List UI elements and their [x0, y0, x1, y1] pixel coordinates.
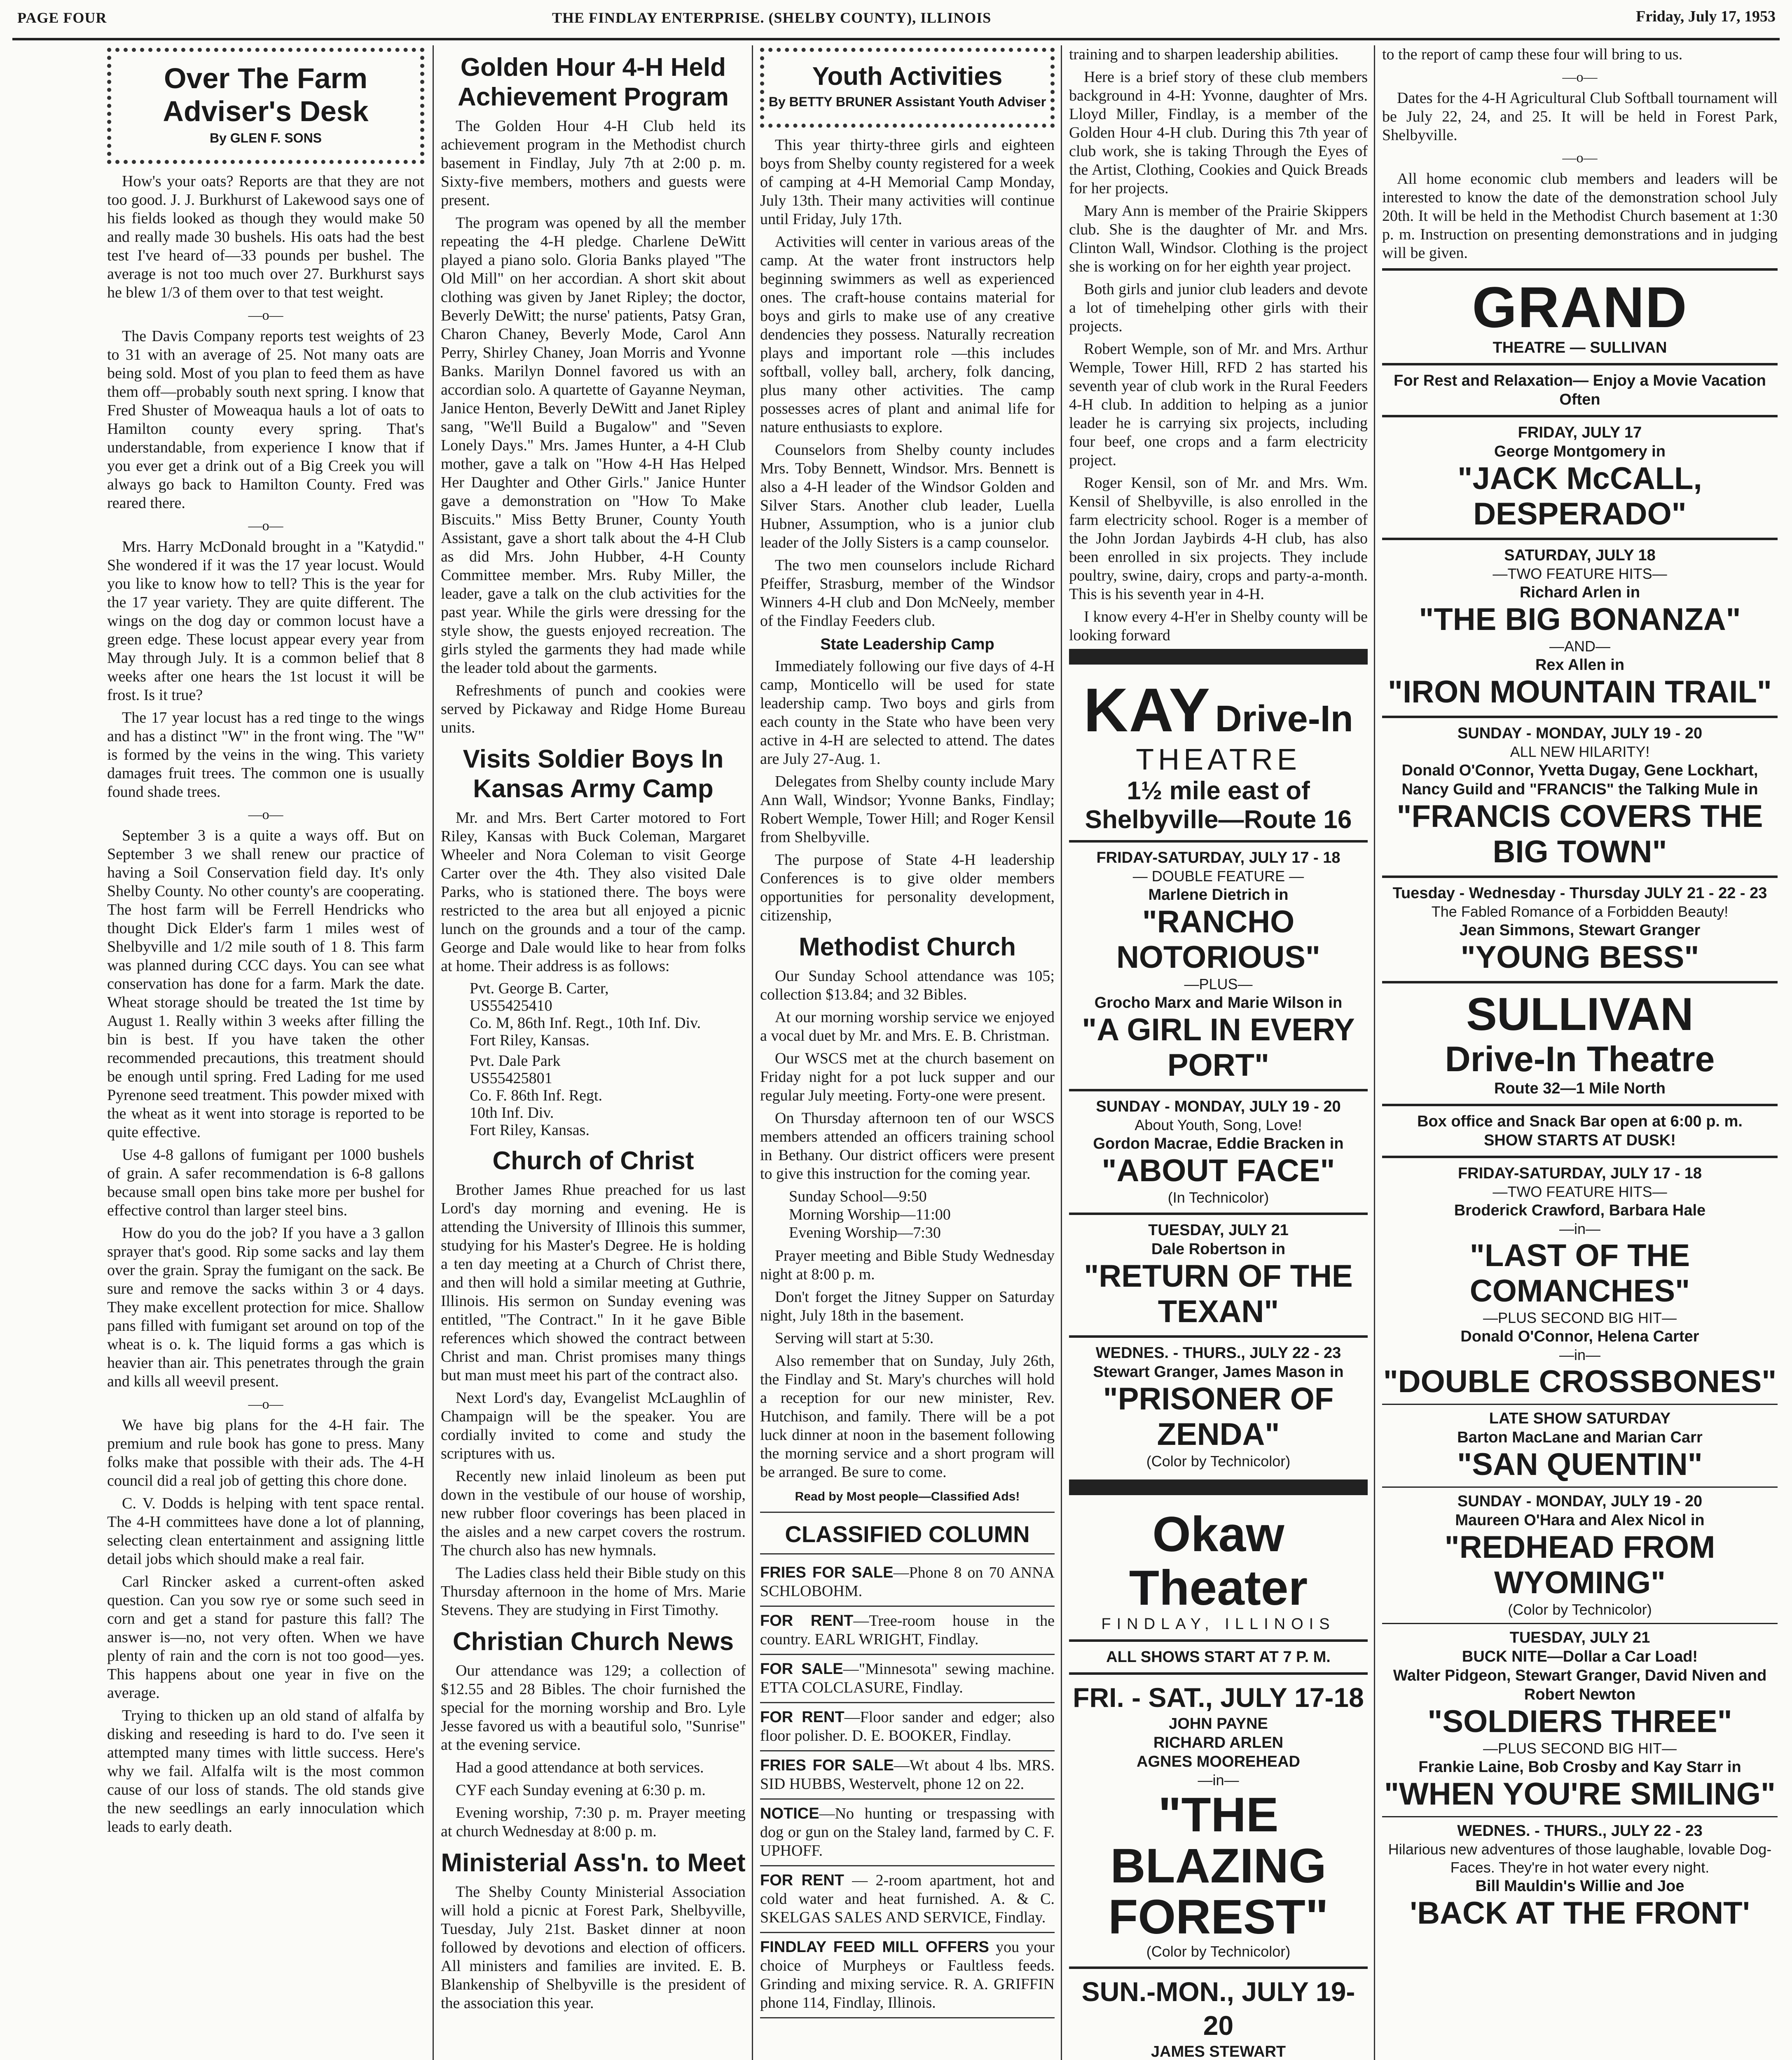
sullivan-show-time: SHOW STARTS AT DUSK! [1484, 1132, 1676, 1149]
section-separator: —o— [248, 807, 283, 822]
kay-logo [1069, 677, 1368, 743]
section-separator: —o— [1562, 150, 1598, 166]
article-paragraph: Carl Rincker asked a current-often asked question. Can you sow rye or some such seed in corn and get a stand for pasture this fall? The answer is—no, not very often. When we have plenty of rain and the corn is not too good—yes. This happens about one year in five on the average. [107, 1573, 424, 1702]
kay-name: KAY [1083, 675, 1211, 744]
divider [1382, 363, 1778, 365]
kay-movie-title: "A GIRL IN EVERY PORT" [1082, 1012, 1355, 1083]
grand-program-note: ALL NEW HILARITY! [1510, 743, 1650, 760]
column-rule [1374, 45, 1375, 2060]
classified-ad-text: —"Minnesota" sewing machine. ETTA COLCLASURE, Findlay. [760, 1660, 1055, 1696]
sullivan-logo: SULLIVAN [1466, 988, 1694, 1040]
column-rule [1061, 45, 1062, 2060]
youth-activities-header-box [760, 48, 1055, 128]
article-paragraph: Mary Ann is member of the Prairie Skippers club. She is the daughter of Mr. and Mrs. Clinton Wall, Windsor. Clothing is the project she is working on for her eighth year project. [1069, 202, 1368, 275]
christian-church-headline: Christian Church News [452, 1627, 734, 1656]
sullivan-program-star: Bill Mauldin's Willie and Joe [1475, 1877, 1684, 1895]
sullivan-color-note: (Color by Technicolor) [1508, 1601, 1652, 1618]
address-line: 10th Inf. Div. [470, 1104, 554, 1121]
column-5 [1382, 45, 1778, 2060]
article-paragraph: Recently new inlaid linoleum as been put down in the vestibule of our house of worship, new rubber floor coverings has been placed in the aisles and a new carpet covers the rostrum. The church also has new hymnals. [441, 1468, 746, 1559]
kay-program-note: About Youth, Song, Love! [1135, 1117, 1302, 1133]
article-paragraph: C. V. Dodds is helping with tent space rental. The 4-H committees have done a lot of planning, selecting clean entertainment and assigning little detail jobs which should make a real fair. [107, 1495, 424, 1568]
article-paragraph: The Shelby County Ministerial Association will hold a picnic at Forest Park, Shelbyville, Tuesday, July 21st. Basket dinner at noon followed by devotions and election of officers. All ministers and families are invited. E. B. Blankenship of Shelbyville is the president of the association this year. [441, 1883, 746, 2012]
divider [1382, 1156, 1778, 1158]
sullivan-program-date: SUNDAY - MONDAY, JULY 19 - 20 [1457, 1493, 1703, 1510]
state-leadership-subhead: State Leadership Camp [820, 636, 994, 653]
grand-program-star: Jean Simmons, Stewart Granger [1459, 922, 1701, 939]
section-separator: —o— [248, 1397, 283, 1412]
kay-program-date: TUESDAY, JULY 21 [1148, 1222, 1289, 1239]
kay-program-color: (Color by Technicolor) [1146, 1453, 1291, 1470]
issue-date: Friday, July 17, 1953 [1636, 8, 1776, 25]
sullivan-program-star: Walter Pidgeon, Stewart Granger, David Niven and Robert Newton [1393, 1667, 1767, 1703]
grand-program-date: SUNDAY - MONDAY, JULY 19 - 20 [1457, 725, 1703, 742]
classified-ad-text: —Phone 8 on 70 ANNA SCHLOBOHM. [760, 1564, 1055, 1600]
farm-adviser-article [107, 172, 424, 1836]
okaw-in-label: —in— [1198, 1772, 1239, 1788]
kay-movie-title: "RANCHO NOTORIOUS" [1116, 904, 1320, 975]
kay-theatre-label: THEATRE [1136, 743, 1301, 776]
masthead [0, 0, 1792, 49]
divider [1382, 981, 1778, 983]
classified-ad [760, 1751, 1055, 1800]
soldier-boys-headline: Visits Soldier Boys In Kansas Army Camp [463, 745, 724, 803]
classified-ad [760, 1866, 1055, 1933]
grand-movie-title: "JACK McCALL, DESPERADO" [1457, 461, 1702, 531]
grand-program-date: FRIDAY, JULY 17 [1518, 424, 1642, 441]
okaw-theater-ad [1069, 1508, 1368, 2060]
youth-activities-byline: By BETTY BRUNER Assistant Youth Adviser [768, 94, 1046, 109]
farm-adviser-byline: By GLEN F. SONS [209, 131, 322, 145]
service-schedule [789, 1187, 1055, 1242]
divider [1382, 1404, 1778, 1405]
sullivan-drive-in-label: Drive-In Theatre [1445, 1039, 1715, 1079]
kay-movie-title: "RETURN OF THE TEXAN" [1084, 1259, 1353, 1329]
classified-ad-text: —Tree-room house in the country. EARL WRIGHT, Findlay. [760, 1612, 1055, 1648]
kay-program-star: Grocho Marx and Marie Wilson in [1094, 994, 1343, 1011]
address-line: Pvt. Dale Park [470, 1052, 561, 1070]
address-line: Pvt. George B. Carter, [470, 980, 609, 997]
sullivan-program-star: Donald O'Connor, Helena Carter [1460, 1328, 1699, 1345]
article-paragraph: Delegates from Shelby county include Mary Ann Wall, Windsor; Yvonne Banks, Findlay; Robert Wemple, Tower Hill; and Roger Kensil from Shelbyville. [760, 773, 1055, 846]
okaw-town: FINDLAY, ILLINOIS [1101, 1615, 1336, 1633]
sullivan-movie-title: "SOLDIERS THREE" [1427, 1704, 1732, 1739]
section-separator: —o— [1562, 70, 1598, 85]
address-line: US55425801 [470, 1070, 552, 1087]
sullivan-late-show: LATE SHOW SATURDAY [1489, 1410, 1671, 1427]
classified-ad [760, 1655, 1055, 1703]
grand-program-star: George Montgomery in [1494, 443, 1666, 460]
kay-location-2: Shelbyville—Route 16 [1085, 805, 1352, 834]
grand-program-star: Rex Allen in [1535, 656, 1625, 674]
kay-program-color: (In Technicolor) [1167, 1189, 1269, 1206]
article-paragraph: Mr. and Mrs. Bert Carter motored to Fort Riley, Kansas with Buck Coleman, Margaret Wheeler and Nora Coleman to visit George Carter over the 4th. They also visited Dale Parks, who is stationed there. The boys were restricted to the area but all enjoyed a picnic lunch on the grounds and a tour of the camp. George and Dale would like to hear from folks at home. Their address is as follows: [441, 809, 746, 975]
article-paragraph: training and to sharpen leadership abilities. [1069, 46, 1339, 63]
classified-headline: CLASSIFIED COLUMN [760, 1519, 1055, 1554]
article-paragraph: Had a good attendance at both services. [456, 1759, 704, 1776]
article-paragraph: Evening worship, 7:30 p. m. Prayer meeting at church Wednesday at 8:00 p. m. [441, 1804, 746, 1840]
schedule-line: Evening Worship—7:30 [789, 1224, 941, 1241]
divider [1069, 1639, 1368, 1642]
classified-ad-lead: FOR RENT [760, 1872, 844, 1889]
article-paragraph: Our Sunday School attendance was 105; collection $13.84; and 32 Bibles. [760, 967, 1055, 1003]
grand-program-star: Richard Arlen in [1519, 584, 1640, 601]
kay-location-1: 1½ mile east of [1127, 777, 1310, 805]
okaw-star: JAMES STEWART [1151, 2043, 1286, 2060]
kay-program-note: — DOUBLE FEATURE — [1132, 868, 1304, 885]
article-paragraph: Robert Wemple, son of Mr. and Mrs. Arthur Wemple, Tower Hill, RFD 2 has started his seventh year of club work in the Rural Feeders 4-H club. In addition to helping as a junior leader he is carrying six projects, including four beef, one crops and a farm electricity project. [1069, 340, 1368, 469]
article-paragraph: The Davis Company reports test weights of 23 to 31 with an average of 25. Not many oats are being sold. Most of you plan to feed them as have them off—probably south next spring. I know that Fred Shuster of Moweaqua hauls a lot of oats to Hamilton county every spring. That's understandable, from experience I know that if you ever get a drink out of a Big Creek you will always go back to Hamilton County. Fred was reared there. [107, 328, 424, 512]
okaw-program-date: SUN.-MON., JULY 19-20 [1081, 1976, 1355, 2041]
kay-program-date: WEDNES. - THURS., JULY 22 - 23 [1095, 1344, 1341, 1362]
sullivan-movie-title: "DOUBLE CROSSBONES" [1383, 1364, 1777, 1399]
church-of-christ-headline: Church of Christ [492, 1147, 694, 1175]
farm-adviser-header-box [107, 48, 424, 164]
classified-ad [760, 1607, 1055, 1655]
sullivan-program-date: FRIDAY-SATURDAY, JULY 17 - 18 [1457, 1165, 1702, 1182]
divider [1382, 876, 1778, 878]
okaw-start-time: ALL SHOWS START AT 7 P. M. [1106, 1648, 1331, 1666]
kay-program-star: Marlene Dietrich in [1148, 886, 1289, 904]
article-paragraph: Here is a brief story of these club members background in 4-H: Yvonne, daughter of Mrs. Lloyd Miller, Findlay, is a member of the Golden Hour 4-H club. During this 7th year of club work, she is taking Through the Eyes of the Artist, Clothing, Cookies and Quick Breads for her projects. [1069, 68, 1368, 197]
classified-ad-lead: FOR RENT [760, 1709, 845, 1726]
soldier-address-1 [470, 980, 746, 1049]
okaw-logo: Okaw Theater [1129, 1507, 1308, 1615]
article-paragraph: Counselors from Shelby county includes Mrs. Toby Bennett, Windsor. Mrs. Bennett is also a 4-H leader of the Windsor Golden and Silver Stars. Another club leader, Luella Hubner, Assumption, who is a junior club leader of the Jolly Sisters is a camp counselor. [760, 441, 1055, 551]
classified-ad [760, 1933, 1055, 2018]
classified-ad-text: —No hunting or trespassing with dog or gun on the Staley land, farmed by C. F. UPHOFF. [760, 1805, 1055, 1859]
page-label: PAGE FOUR [17, 9, 107, 26]
divider [1069, 1335, 1368, 1338]
article-paragraph: On Thursday afternoon ten of our WSCS members attended an officers training school in Bethany. Our district officers were present to give this instruction for the coming year. [760, 1110, 1055, 1182]
column-3 [760, 45, 1055, 2060]
okaw-color-note: (Color by Technicolor) [1146, 1943, 1291, 1960]
article-paragraph: The 17 year locust has a red tinge to the wings and has a distinct "W" in the front wing. The "W" is formed by the veins in the wing. This variety damages fruit trees. The common one is usually found shade trees. [107, 709, 424, 801]
divider [1069, 840, 1368, 843]
column-2 [441, 45, 746, 2060]
kay-movie-title: "PRISONER OF ZENDA" [1103, 1381, 1334, 1452]
divider [1069, 1966, 1368, 1969]
sullivan-drive-in-ad [1382, 989, 1778, 1931]
classified-ad-text: you your choice of Murpheys or Faultless feeds. Grinding and mixing service. R. A. GRIFFIN phone 114, Findlay, Illinois. [760, 1938, 1055, 2011]
divider [1382, 268, 1778, 271]
article-paragraph: Serving will start at 5:30. [775, 1330, 934, 1347]
article-paragraph: Use 4-8 gallons of fumigant per 1000 bushels of grain. A safer recommendation is 6-8 gallons because small open bins take more per bushel for effective control than larger steel bins. [107, 1146, 424, 1219]
classified-ad [760, 1559, 1055, 1607]
column-1 [107, 45, 424, 2060]
sullivan-in-label: —in— [1559, 1220, 1601, 1237]
kay-movie-title: "ABOUT FACE" [1102, 1153, 1335, 1188]
article-paragraph: How do you do the job? If you have a 3 gallon sprayer that's good. Rip some sacks and lay them over the grain. Spray the fumigant on the sack. Be sure and remove the sacks within 3 or 4 days. They make excellent protection for mice. Shallow pans filled with fumigant set around on top of the wheat is o. k. The liquid forms a gas which is heavier than air. This penetrates through the grain and kills all weevil present. [107, 1224, 424, 1390]
grand-program-date: SATURDAY, JULY 18 [1504, 547, 1656, 564]
divider [1382, 1486, 1778, 1488]
sullivan-program-note: —TWO FEATURE HITS— [1493, 1183, 1667, 1200]
kay-program-star: Gordon Macrae, Eddie Bracken in [1093, 1135, 1344, 1152]
masthead-rule [12, 38, 1780, 40]
article-paragraph: Our attendance was 129; a collection of $12.55 and 28 Bibles. The choir furnished the special for the morning worship and Bro. Lyle Jesse favored us with a beautiful solo, "Sunrise" at the evening service. [441, 1662, 746, 1753]
article-paragraph: The purpose of State 4-H leadership Conferences is to give older members opportunities for personality development, citizenship, [760, 851, 1055, 924]
article-paragraph: Roger Kensil, son of Mr. and Mrs. Wm. Kensil of Shelbyville, is also enrolled in the farm electricity school. Roger is a member of the John Jordan Jaybirds 4-H club, has also been enrolled in six projects. They include poultry, swine, dairy, crops and party-a-month. This is his seventh year in 4-H. [1069, 474, 1368, 603]
article-paragraph: to the report of camp these four will bring to us. [1382, 46, 1683, 63]
sullivan-program-star: Broderick Crawford, Barbara Hale [1454, 1202, 1706, 1219]
article-paragraph: The Golden Hour 4-H Club held its achievement program in the Methodist church basement in Findlay, July 7th at 2:00 p. m. Sixty-five members, mothers and guests were present. [441, 117, 746, 209]
kay-program-star: Dale Robertson in [1151, 1241, 1286, 1258]
sullivan-program-star: Barton MacLane and Marian Carr [1457, 1429, 1703, 1446]
ad-top-bar [1069, 649, 1368, 665]
kay-drive-in-label: Drive-In [1215, 698, 1353, 740]
article-paragraph: Don't forget the Jitney Supper on Saturday night, July 18th in the basement. [760, 1288, 1055, 1324]
sullivan-in-label: —in— [1559, 1346, 1601, 1363]
classified-ad-lead: FOR SALE [760, 1660, 843, 1678]
okaw-program-date: FRI. - SAT., JULY 17-18 [1073, 1682, 1364, 1713]
article-paragraph: I know every 4-H'er in Shelby county will be looking forward [1069, 608, 1368, 644]
article-paragraph: Activities will center in various areas of the camp. At the water front instructors help beginning swimmers as well as experienced ones. The craft-house contains material for boys and girls to make use of any creative dendencies they possess. Naturally recreation plays and important role —this includes softball, volley ball, archery, folk dancing, plus many other activities. The camp possesses acres of plant and animal life for nature enthusiasts to explore. [760, 233, 1055, 436]
schedule-line: Morning Worship—11:00 [789, 1206, 951, 1223]
article-paragraph: The Ladies class held their Bible study on this Thursday afternoon in the home of Mrs. Marie Stevens. They are studying in First Timothy. [441, 1564, 746, 1619]
divider [1069, 1213, 1368, 1215]
classified-column [760, 1512, 1055, 2018]
article-paragraph: We have big plans for the 4-H fair. The premium and rule book has gone to press. Many folks make that possible with their ads. The 4-H council did a real job of getting this chore done. [107, 1416, 424, 1489]
sullivan-program-date: WEDNES. - THURS., JULY 22 - 23 [1457, 1822, 1703, 1840]
column-rule [752, 45, 753, 2060]
classified-ad-lead: FRIES FOR SALE [760, 1564, 894, 1581]
article-paragraph: This year thirty-three girls and eighteen boys from Shelby county registered for a week of camping at 4-H Memorial Camp Monday, July 13th. Their many activities will continue until Friday, July 17th. [760, 136, 1055, 228]
divider [1382, 538, 1778, 540]
article-paragraph: Mrs. Harry McDonald brought in a "Katydid." She wondered if it was the 17 year locust. Would you like to know how to tell? This is the year for the 17 year variety. They are quite different. The wings on the dog day or common locust have a green edge. These locust appear every year from May through July. It is a common belief that 8 weeks after one hears the 1st locust it will be frost. Is it true? [107, 538, 424, 704]
classified-ad-lead: FRIES FOR SALE [760, 1757, 894, 1774]
article-paragraph: Prayer meeting and Bible Study Wednesday night at 8:00 p. m. [760, 1247, 1055, 1283]
divider [1069, 1089, 1368, 1091]
section-separator: —o— [248, 518, 283, 534]
address-line: Co. M, 86th Inf. Regt., 10th Inf. Div. [470, 1014, 701, 1032]
article-paragraph: All home economic club members and leaders will be interested to know the date of the demonstration school July 20th. It will be held in the Methodist Church basement at 1:30 p. m. Instruction on presenting demonstrations and in judging will be given. [1382, 170, 1778, 262]
article-paragraph: Brother James Rhue preached for us last Lord's day morning and evening. He is attending the University of Illinois this summer, studying for his Master's Degree. He is holding a ten day meeting at a Church of Christ there, and then will hold a similar meeting at Guthrie, Illinois. His sermon on Sunday evening was entitled, "The Contract." In it he gave Bible references which showed the contract between Christ and man. Christ promises many things but man must meet his part of the contract also. [441, 1181, 746, 1384]
okaw-star: AGNES MOOREHEAD [1137, 1753, 1300, 1770]
article-paragraph: Immediately following our five days of 4-H camp, Monticello will be used for state leadership camp. Two boys and girls from each county in the State who have been very active in 4-H are selected to attend. The dates are July 27-Aug. 1. [760, 658, 1055, 768]
classified-ad-text: —Wt about 4 lbs. MRS. SID HUBBS, Westervelt, phone 12 on 22. [760, 1757, 1055, 1793]
sullivan-program-date: TUESDAY, JULY 21 [1509, 1629, 1650, 1646]
sullivan-movie-title: "LAST OF THE COMANCHES" [1469, 1238, 1690, 1309]
sullivan-program-plus: —PLUS SECOND BIG HIT— [1483, 1309, 1677, 1326]
ad-bottom-bar [1069, 1479, 1368, 1495]
divider [1382, 1623, 1778, 1624]
article-paragraph: Dates for the 4-H Agricultural Club Softball tournament will be July 22, 24, and 25. It will be held in Forest Park, Shelbyville. [1382, 89, 1778, 144]
kay-program-plus: —PLUS— [1184, 976, 1253, 993]
article-paragraph: Refreshments of punch and cookies were served by Pickaway and Ridge Home Bureau units. [441, 682, 746, 736]
article-paragraph: Both girls and junior club leaders and devote a lot of timehelping other girls with their projects. [1069, 281, 1368, 335]
sullivan-route: Route 32—1 Mile North [1494, 1080, 1666, 1097]
classified-ad-text: — 2-room apartment, hot and cold water and heat furnished. A. & C. SKELGAS SALES AND SERVICE, Findlay. [760, 1872, 1055, 1926]
grand-theatre-ad [1382, 268, 1778, 983]
address-line: Fort Riley, Kansas. [470, 1121, 590, 1139]
classified-ad-lead: NOTICE [760, 1805, 819, 1822]
article-paragraph: Our WSCS met at the church basement on Friday night for a pot luck supper and our regular July meeting. Forty-one were present. [760, 1050, 1055, 1104]
farm-adviser-headline: Over The Farm Adviser's Desk [163, 62, 369, 127]
kay-program-date: FRIDAY-SATURDAY, JULY 17 - 18 [1096, 849, 1340, 866]
article-paragraph: September 3 is a quite a ways off. But on September 3 we shall renew our practice of having a Soil Conservation field day. It's only Shelby County. No other county's are cooperating. The host farm will be Ferrell Hendricks who thought Dick Elder's farm 1 miles west of Shelbyville and 1/2 mile south of 1 8. This farm was planned during CCC days. You can see what conservation has done for a farm. Mark the date. Wheat storage should be treated the 1st time by August 1. Really within 3 weeks after filling the bin is best. If you have taken the other recommended precautions, this treatment should be enough until spring. Fred Lading for me used Pyrenone seed treatment. This powder mixed with the wheat as it went into storage is reported to be quite effective. [107, 827, 424, 1141]
sullivan-program-star: Maureen O'Hara and Alex Nicol in [1455, 1512, 1705, 1529]
column-4 [1069, 45, 1368, 2060]
okaw-star: RICHARD ARLEN [1153, 1734, 1284, 1751]
classified-promo-line: Read by Most people—Classified Ads! [795, 1490, 1020, 1503]
classified-ad [760, 1703, 1055, 1751]
section-separator: —o— [248, 308, 283, 323]
golden-hour-headline: Golden Hour 4-H Held Achievement Program [457, 53, 729, 111]
divider [1382, 415, 1778, 417]
sullivan-program-star: Frankie Laine, Bob Crosby and Kay Starr in [1418, 1758, 1741, 1776]
classified-ad-lead: FINDLAY FEED MILL OFFERS [760, 1938, 989, 1956]
sullivan-movie-title: "REDHEAD FROM WYOMING" [1444, 1530, 1715, 1600]
address-line: Fort Riley, Kansas. [470, 1032, 590, 1049]
sullivan-movie-title: "WHEN YOU'RE SMILING" [1384, 1777, 1776, 1812]
article-paragraph: At our morning worship service we enjoyed a vocal duet by Mr. and Mrs. E. B. Christman. [760, 1009, 1055, 1044]
sullivan-movie-title: "SAN QUENTIN" [1457, 1447, 1703, 1482]
grand-movie-title: "IRON MOUNTAIN TRAIL" [1388, 674, 1772, 709]
youth-activities-headline: Youth Activities [812, 62, 1003, 91]
okaw-star: JOHN PAYNE [1169, 1715, 1268, 1732]
paper-title: THE FINDLAY ENTERPRISE. (SHELBY COUNTY), ILLINOIS [552, 9, 992, 26]
article-paragraph: The program was opened by all the member repeating the 4-H pledge. Charlene DeWitt played a piano solo. Gloria Banks played "The Old Mill" on her accordian. A short skit about clothing was given by Janet Ripley; the doctor, Beverly DeWitt; the nurse' patients, Patsy Gran, Charon Chaney, Beverly Mode, Carol Ann Perry, Shirley Chaney, Joan Morris and Yvonne Banks. Marilyn Donnel favored us with an accordian solo. A quartette of Gayanne Neyman, Janice Henton, Beverly DeWitt and Janet Ripley sang, "We'll Build a Bugalow" and "Seven Lonely Days." Mrs. James Hunter, a 4-H Club mother, gave a talk on "How 4-H Has Helped Her Daughter and Other Girls." Janice Hunter gave a demonstration on "How To Make Biscuits." Miss Betty Bruner, County Youth Assistant, gave a short talk about the 4-H Club as did Mrs. John Hubber, 4-H County Committee member. Mrs. Ruby Miller, the leader, gave a talk on the club activities for the past year. While the girls were dressing for the style show, the guests enjoyed recreation. The girls styled the garments they had made while the leader told about the garments. [441, 214, 746, 677]
grand-slogan: For Rest and Relaxation— Enjoy a Movie Vacation Often [1394, 372, 1766, 408]
grand-movie-title: "FRANCIS COVERS THE BIG TOWN" [1397, 799, 1763, 869]
classified-ad-lead: FOR RENT [760, 1612, 854, 1629]
sullivan-program-note: Hilarious new adventures of those laughable, lovable Dog-Faces. They're in hot water every night. [1388, 1841, 1772, 1876]
grand-program-note: —TWO FEATURE HITS— [1493, 565, 1667, 582]
article-paragraph: The two men counselors include Richard Pfeiffer, Strasburg, member of the Windsor Winners 4-H club and Don McNeely, member of the Findlay Feeders club. [760, 557, 1055, 630]
kay-program-date: SUNDAY - MONDAY, JULY 19 - 20 [1096, 1098, 1341, 1115]
column-rule [433, 45, 434, 2060]
schedule-line: Sunday School—9:50 [789, 1188, 927, 1205]
article-paragraph: CYF each Sunday evening at 6:30 p. m. [456, 1781, 706, 1799]
methodist-church-headline: Methodist Church [799, 933, 1016, 961]
grand-logo: GRAND [1472, 275, 1688, 339]
grand-program-date: Tuesday - Wednesday - Thursday JULY 21 - 22 - 23 [1392, 885, 1767, 902]
grand-movie-title: "THE BIG BONANZA" [1419, 602, 1741, 637]
divider [1382, 716, 1778, 718]
soldier-address-2 [470, 1052, 746, 1139]
grand-program-note: The Fabled Romance of a Forbidden Beauty! [1431, 903, 1729, 920]
classified-ad [760, 1800, 1055, 1866]
article-paragraph: How's your oats? Reports are that they are not too good. J. J. Burkhurst of Lakewood says one of his fields looked as though they would make 50 and really made 30 bushels. His oats had the best test I've heard of—33 pounds per bushel. The average is not too much over 27. Burkhurst says he blew 1/3 of them over to that test weight. [107, 173, 424, 301]
sullivan-program-note: BUCK NITE—Dollar a Car Load! [1462, 1648, 1698, 1665]
grand-program-star: Donald O'Connor, Yvetta Dugay, Gene Lockhart, Nancy Guild and "FRANCIS" the Talking Mule in [1401, 762, 1758, 798]
article-paragraph: Trying to thicken up an old stand of alfalfa by disking and reseeding is hard to do. I've seen it attempted many times with little success. Here's why we fail. Alfalfa wilt is the most common cause of our loss of stands. The old stands give the new seedlings an early innoculation which leads to early death. [107, 1707, 424, 1835]
okaw-movie-title: "THE BLAZING FOREST" [1108, 1788, 1329, 1944]
divider [1382, 1104, 1778, 1106]
divider [1069, 1672, 1368, 1675]
grand-program-and: —AND— [1549, 638, 1610, 655]
kay-drive-in-ad [1069, 649, 1368, 1495]
kay-program-star: Stewart Granger, James Mason in [1093, 1363, 1344, 1381]
divider [1382, 1816, 1778, 1817]
sullivan-box-office: Box office and Snack Bar open at 6:00 p. m. [1417, 1113, 1743, 1130]
article-paragraph: Next Lord's day, Evangelist McLaughlin of Champaign will be the speaker. You are cordially invited to come and study the scriptures with us. [441, 1389, 746, 1462]
grand-subtitle: THEATRE — SULLIVAN [1493, 339, 1667, 356]
article-paragraph: Also remember that on Sunday, July 26th, the Findlay and St. Mary's churches will hold a reception for our new minister, Rev. Hutchison, and family. There will be a pot luck dinner at noon in the basement following the morning service and a short program will be arranged. Be sure to come. [760, 1352, 1055, 1481]
sullivan-program-plus: —PLUS SECOND BIG HIT— [1483, 1740, 1677, 1757]
grand-movie-title: "YOUNG BESS" [1460, 940, 1699, 975]
classified-ad-text: —Floor sander and edger; also floor polisher. D. E. BOOKER, Findlay. [760, 1709, 1055, 1744]
sullivan-movie-title: 'BACK AT THE FRONT' [1410, 1896, 1750, 1931]
address-line: Co. F. 86th Inf. Regt. [470, 1087, 603, 1104]
ministerial-headline: Ministerial Ass'n. to Meet [441, 1849, 746, 1877]
address-line: US55425410 [470, 997, 552, 1014]
